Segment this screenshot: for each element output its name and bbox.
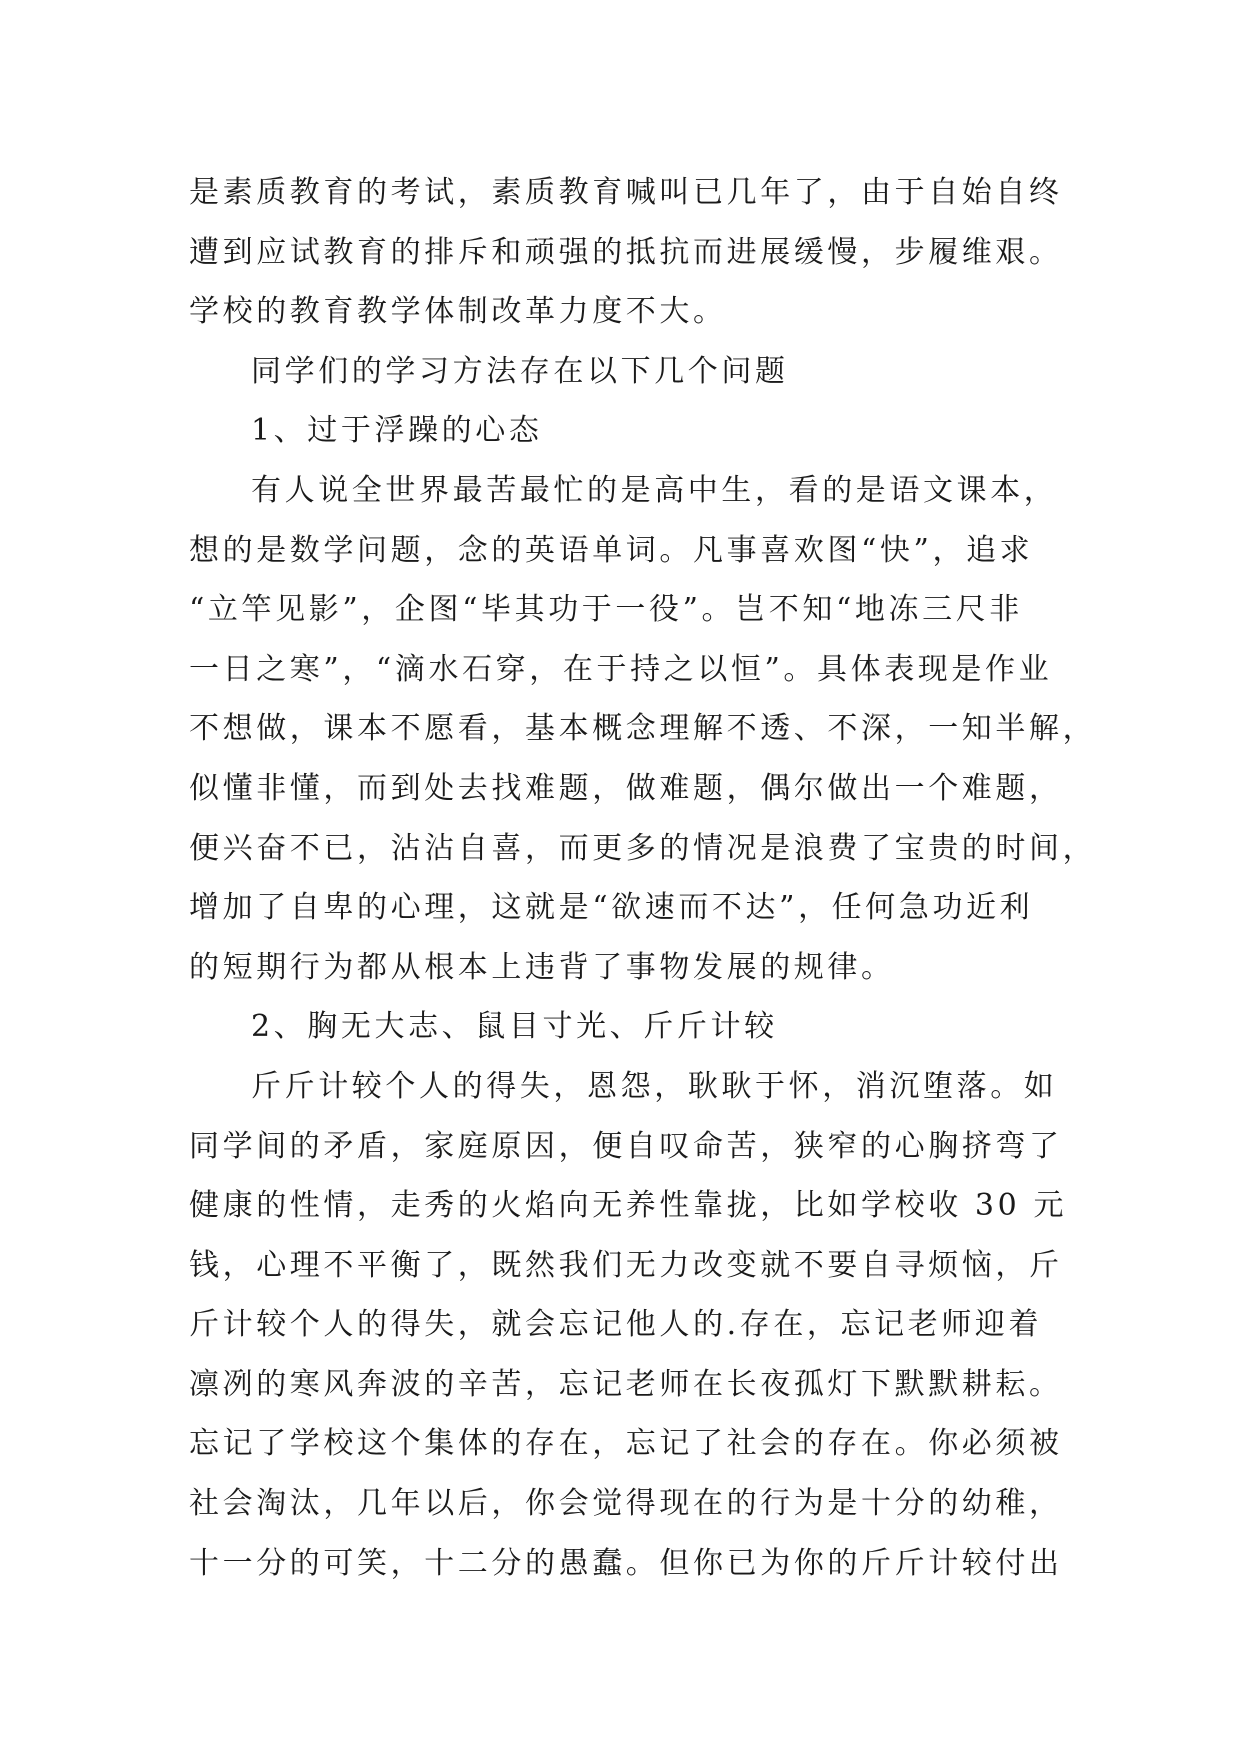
text-line: 斤计较个人的得失，就会忘记他人的.存在，忘记老师迎着 <box>189 1307 1043 1343</box>
text-line: 同学间的矛盾，家庭原因，便自叹命苦，狭窄的心胸挤弯了 <box>189 1128 1063 1164</box>
text-line: 斤斤计较个人的得失，恩怨，耿耿于怀，消沉堕落。如 <box>251 1068 1058 1104</box>
text-line: 似懂非懂，而到处去找难题，做难题，偶尔做出一个难题， <box>189 770 1063 806</box>
text-line: 不想做，课本不愿看，基本概念理解不透、不深，一知半解， <box>189 711 1097 747</box>
text-line: 便兴奋不已，沾沾自喜，而更多的情况是浪费了宝贵的时间， <box>189 830 1097 866</box>
text-line: 凛冽的寒风奔波的辛苦，忘记老师在长夜孤灯下默默耕耘。 <box>189 1366 1063 1402</box>
text-line: 十一分的可笑，十二分的愚蠢。但你已为你的斤斤计较付出 <box>189 1545 1063 1581</box>
text-line: 有人说全世界最苦最忙的是高中生，看的是语文课本， <box>251 472 1058 508</box>
text-line: 学校的教育教学体制改革力度不大。 <box>189 294 727 330</box>
text-line: “立竿见影”，企图“毕其功于一役”。岂不知“地冻三尺非 <box>189 592 1023 628</box>
text-line: 钱，心理不平衡了，既然我们无力改变就不要自寻烦恼，斤 <box>189 1247 1063 1283</box>
text-line: 是素质教育的考试，素质教育喊叫已几年了，由于自始自终 <box>189 175 1063 210</box>
text-line: 社会淘汰，几年以后，你会觉得现在的行为是十分的幼稚， <box>189 1486 1063 1522</box>
text-line: 的短期行为都从根本上违背了事物发展的规律。 <box>189 949 895 985</box>
section-heading-1: 1、过于浮躁的心态 <box>251 413 543 449</box>
text-line: 增加了自卑的心理，这就是“欲速而不达”，任何急功近利 <box>189 890 1034 926</box>
text-line: 遭到应试教育的排斥和顽强的抵抗而进展缓慢，步履维艰。 <box>189 234 1063 270</box>
text-line: 想的是数学问题，念的英语单词。凡事喜欢图“快”，追求 <box>189 532 1034 568</box>
body-text <box>189 163 1097 1593</box>
text-line: 忘记了学校这个集体的存在，忘记了社会的存在。你必须被 <box>189 1426 1063 1462</box>
text-line: 一日之寒”，“滴水石穿，在于持之以恒”。具体表现是作业 <box>189 651 1053 687</box>
paragraph-heading: 同学们的学习方法存在以下几个问题 <box>251 353 789 389</box>
section-heading-2: 2、胸无大志、鼠目寸光、斤斤计较 <box>251 1009 778 1045</box>
text-line: 健康的性情，走秀的火焰向无养性靠拢，比如学校收 30 元 <box>189 1188 1068 1224</box>
